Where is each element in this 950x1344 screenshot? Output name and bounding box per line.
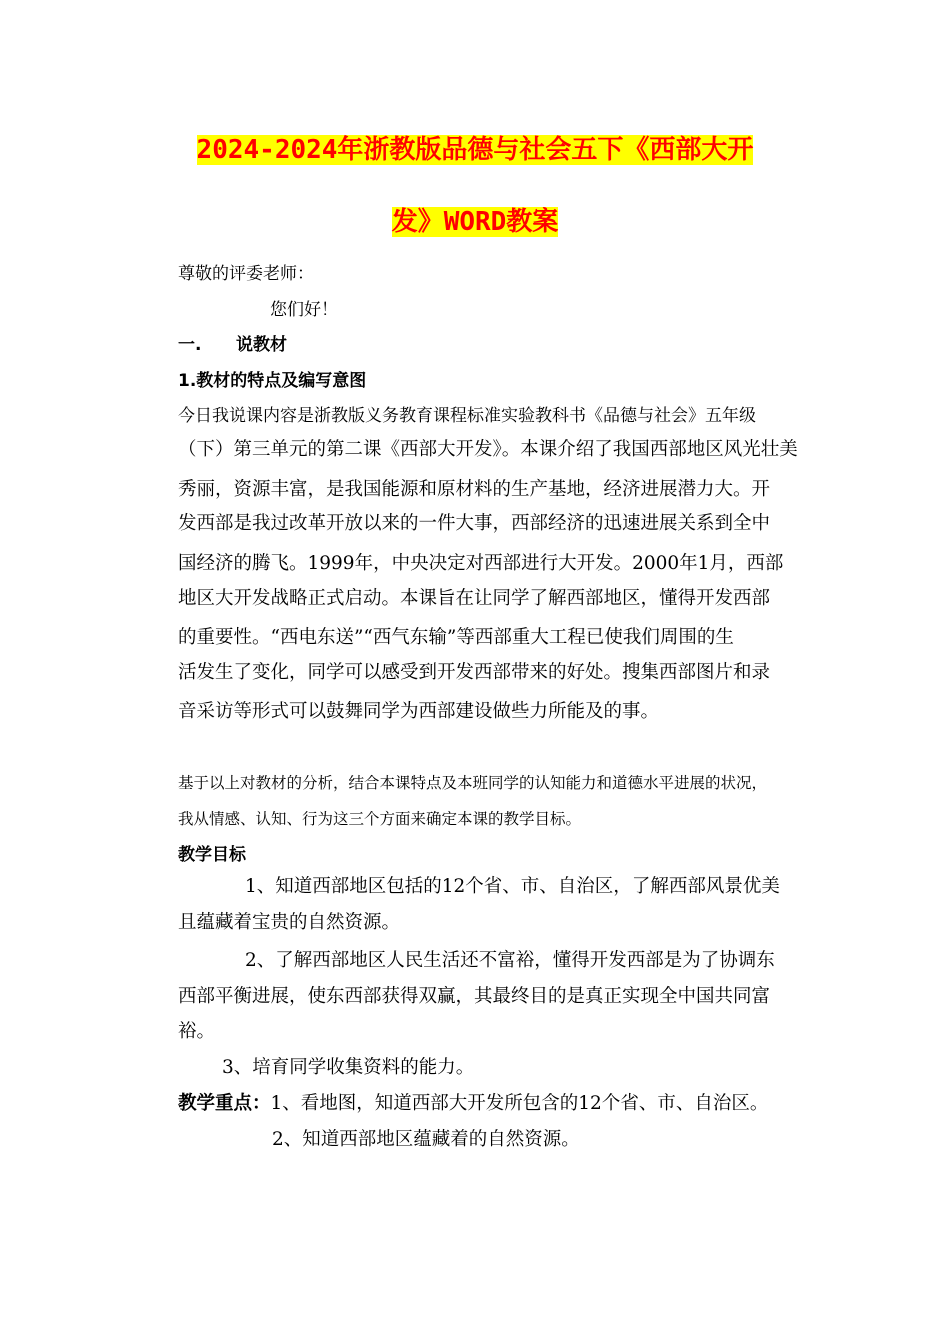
goal1-line-0: 1、知道西部地区包括的12个省、市、自治区，了解西部风景优美 <box>245 876 780 897</box>
goal3: 3、培育同学收集资料的能力。 <box>222 1057 475 1078</box>
goals-title: 教学目标 <box>178 845 246 865</box>
goal2-line-1: 西部平衡进展，使东西部获得双赢，其最终目的是真正实现全中国共同富 <box>178 986 771 1007</box>
section-1-title: 说教材 <box>236 335 287 355</box>
para1-line-8: 音采访等形式可以鼓舞同学为西部建设做些力所能及的事。 <box>178 701 660 722</box>
para1-line-0: 今日我说课内容是浙教版义务教育课程标准实验教科书《品德与社会》五年级 <box>178 406 756 426</box>
key-points-line-1 <box>178 1092 768 1116</box>
para1-line-3: 发西部是我过改革开放以来的一件大事，西部经济的迅速进展关系到全中 <box>178 513 771 534</box>
title-text-1: 2024-2024年浙教版品德与社会五下《西部大开 <box>196 135 754 165</box>
goal2-line-2: 裕。 <box>178 1021 216 1042</box>
goal2-line-0: 2、了解西部地区人民生活还不富裕，懂得开发西部是为了协调东 <box>245 950 775 971</box>
para2-line-0: 基于以上对教材的分析，结合本课特点及本班同学的认知能力和道德水平进展的状况， <box>178 774 768 792</box>
greeting: 尊敬的评委老师： <box>178 264 314 284</box>
subsection-1-title: 1.教材的特点及编写意图 <box>178 371 367 391</box>
para1-line-4: 国经济的腾飞。1999年，中央决定对西部进行大开发。2000年1月，西部 <box>178 553 784 574</box>
para1-line-2: 秀丽，资源丰富，是我国能源和原材料的生产基地，经济进展潜力大。开 <box>178 479 771 500</box>
greeting-2: 您们好！ <box>270 300 338 320</box>
key-point-2: 2、知道西部地区蕴藏着的自然资源。 <box>272 1129 580 1150</box>
para1-line-7: 活发生了变化，同学可以感受到开发西部带来的好处。搜集西部图片和录 <box>178 662 771 683</box>
goal1-line-1: 且蕴藏着宝贵的自然资源。 <box>178 912 401 933</box>
title-text-2: 发》WORD教案 <box>391 207 559 237</box>
key-points-label: 教学重点： <box>178 1093 271 1114</box>
para2-line-1: 我从情感、认知、行为这三个方面来确定本课的教学目标。 <box>178 810 582 828</box>
document-title-line-1 <box>0 133 950 167</box>
para1-line-1: （下）第三单元的第二课《西部大开发》。本课介绍了我国西部地区风光壮美 <box>178 439 798 460</box>
para1-line-6: 的重要性。“西电东送”“西气东输”等西部重大工程已使我们周围的生 <box>178 627 734 648</box>
section-1-number: 一. <box>178 335 202 355</box>
section-1-heading <box>178 333 287 357</box>
document-title-line-2 <box>0 205 950 239</box>
para1-line-5: 地区大开发战略正式启动。本课旨在让同学了解西部地区，懂得开发西部 <box>178 588 771 609</box>
key-point-1: 1、看地图，知道西部大开发所包含的12个省、市、自治区。 <box>270 1093 769 1114</box>
